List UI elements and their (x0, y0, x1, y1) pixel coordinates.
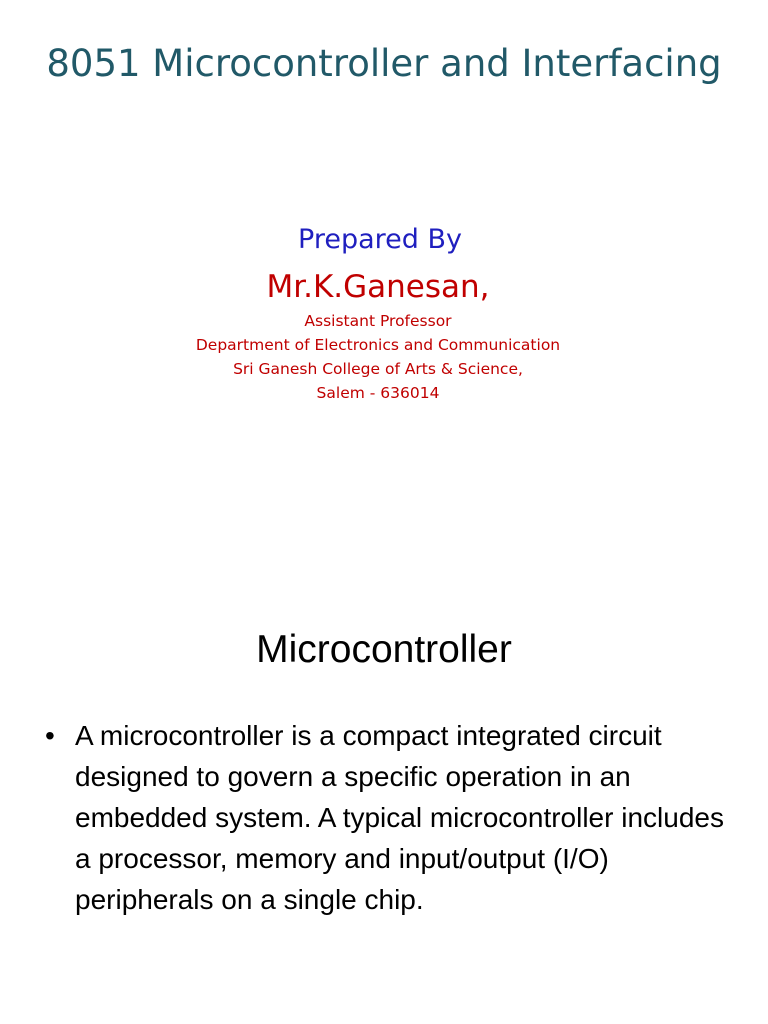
bullet-text: A microcontroller is a compact integrated circuit designed to govern a specific operation in an embedded system. A typical microcontroller includes a processor, memory and input/output (I/O) peripherals on a single chip. (75, 720, 724, 915)
bullet-marker: • (45, 720, 55, 751)
slide-title: Microcontroller (256, 628, 512, 671)
bullet-list (42, 715, 732, 920)
prepared-by-label: Prepared By (298, 224, 462, 255)
bullet-item (42, 715, 732, 920)
author-college: Sri Ganesh College of Arts & Science, (233, 360, 523, 378)
author-designation: Assistant Professor (304, 312, 452, 330)
author-location: Salem - 636014 (316, 384, 440, 402)
content-slide (0, 512, 768, 1024)
presentation-title: 8051 Microcontroller and Interfacing (46, 42, 722, 85)
author-name: Mr.K.Ganesan, (266, 269, 490, 305)
author-department: Department of Electronics and Communication (195, 336, 561, 354)
author-details (0, 309, 756, 405)
